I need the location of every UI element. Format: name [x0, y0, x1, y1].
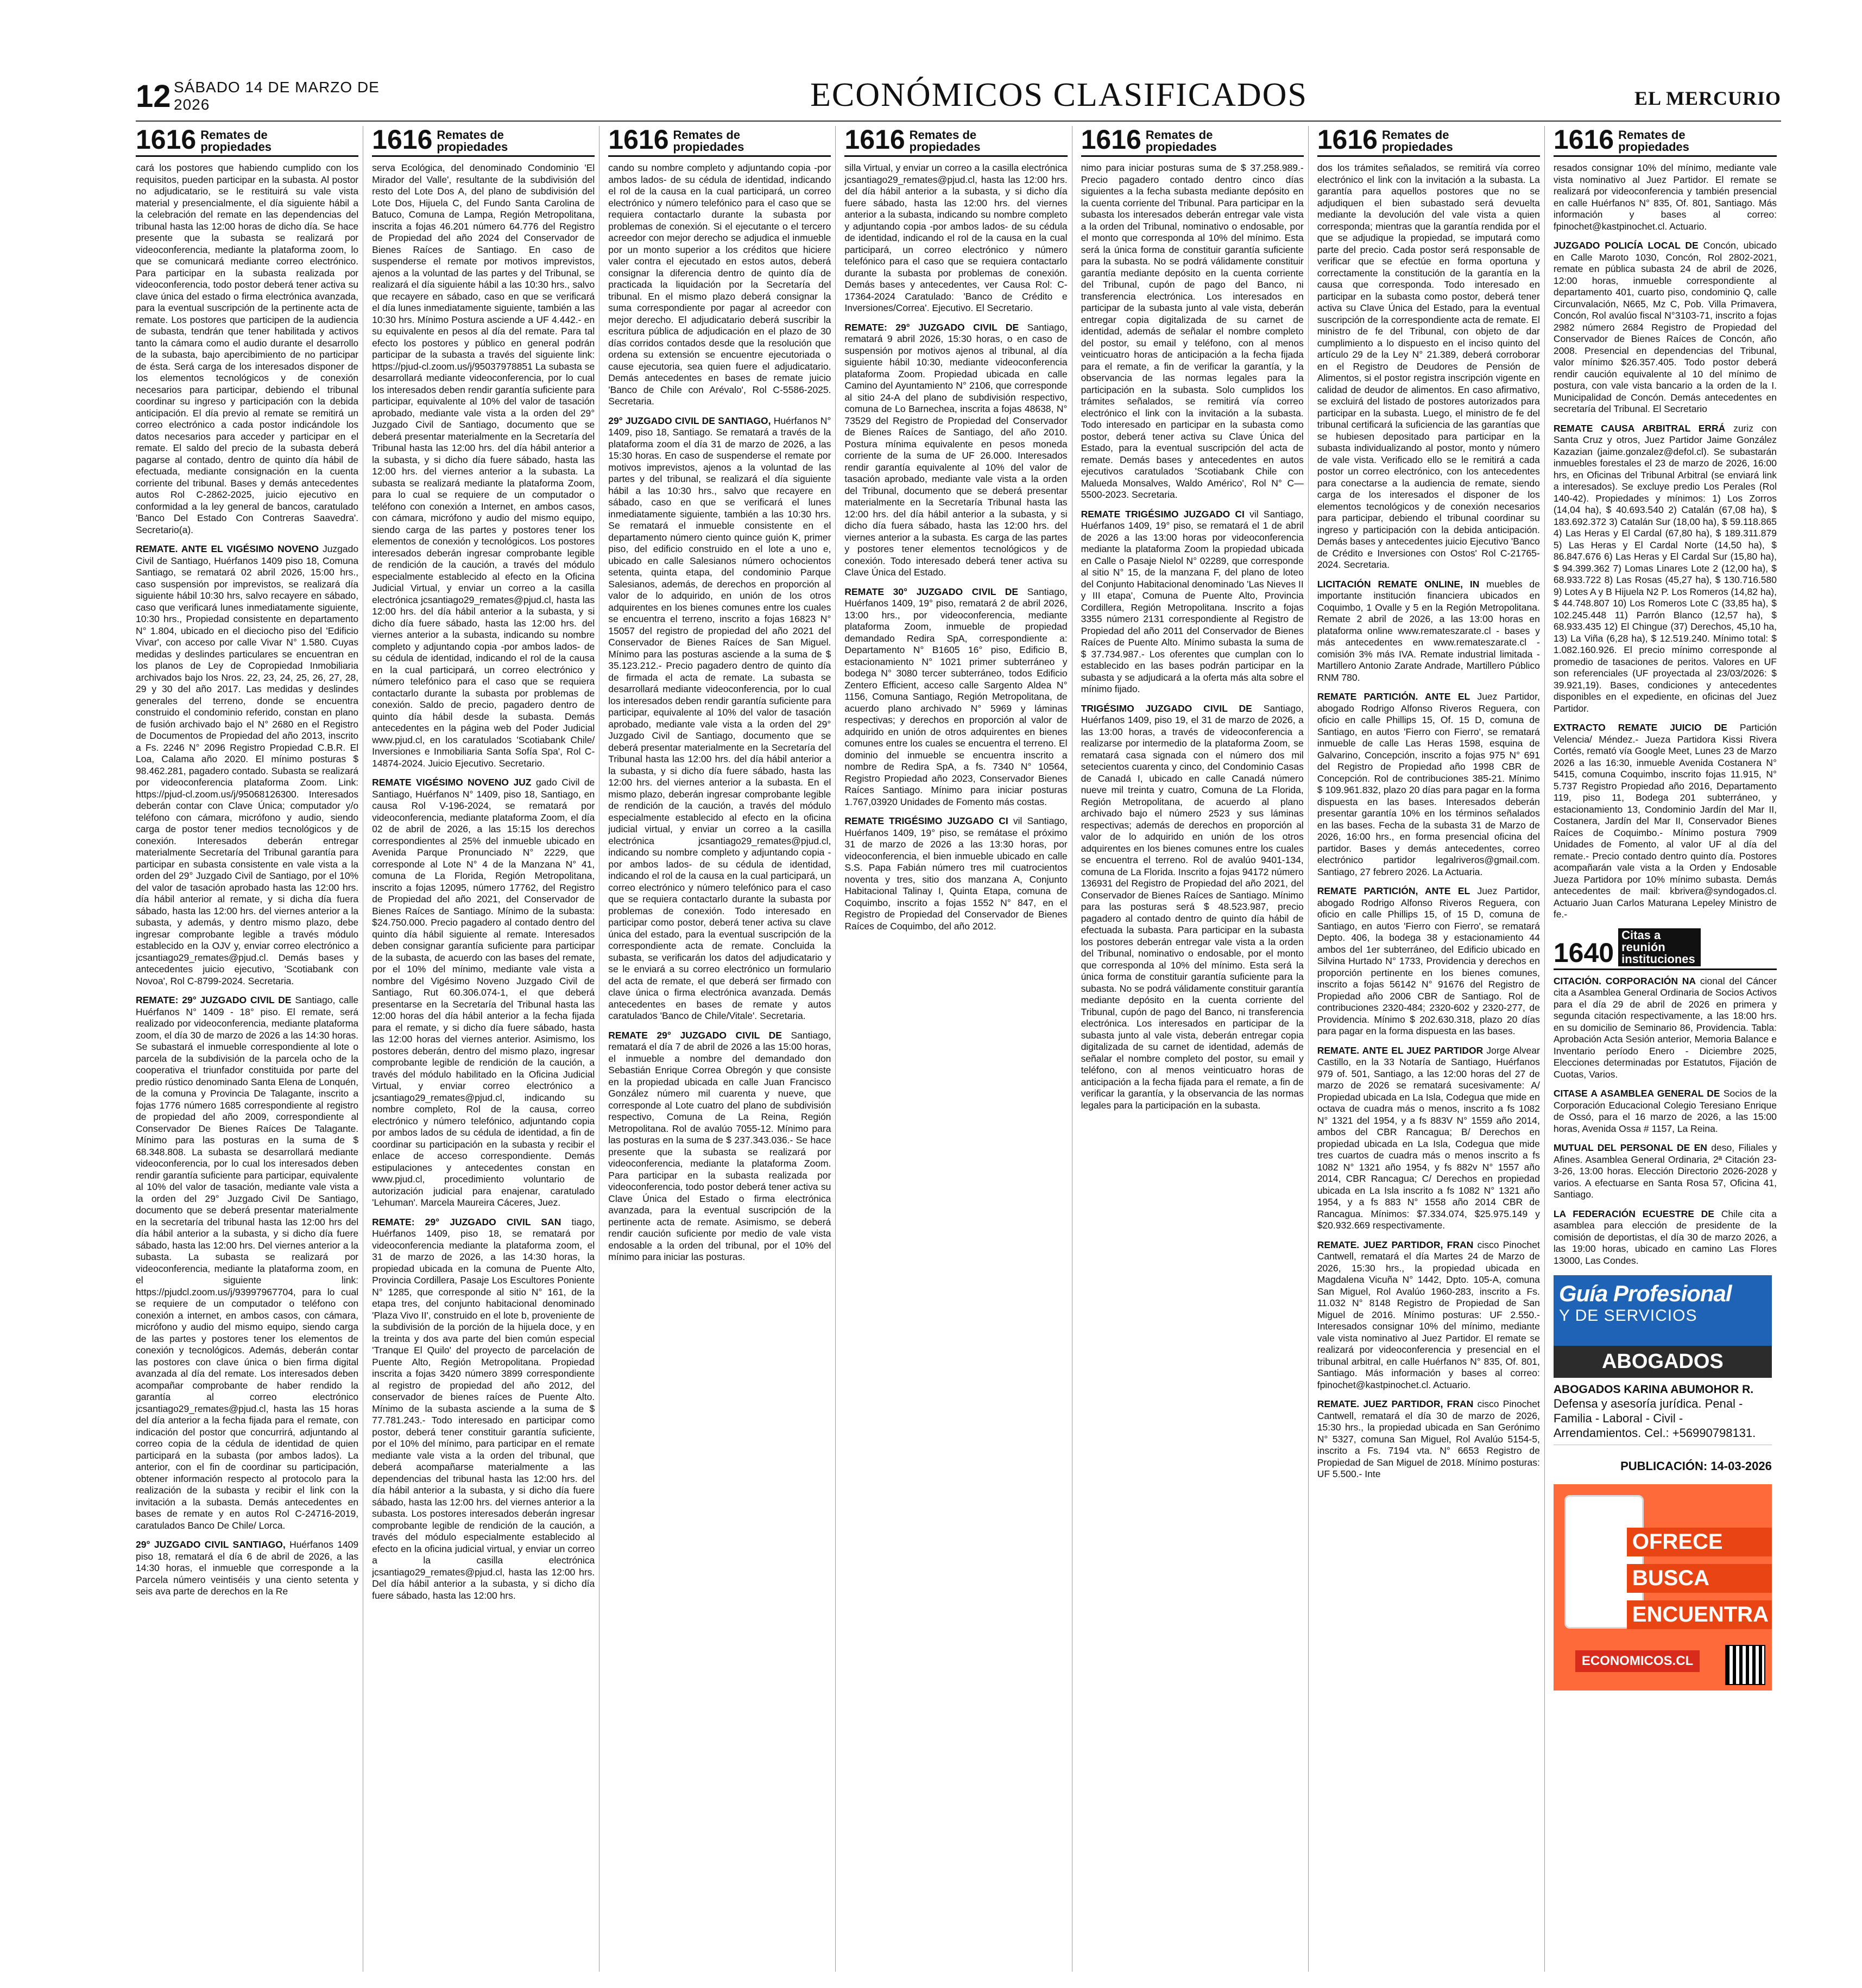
category-name: Remates de propiedades [1618, 128, 1689, 154]
notice-text: Huérfanos 1409 piso 18, rematará el día 6 de abril de 2026, a las 14:30 horas, el inmueble que corresponde a la Parcela número veintiséis y una ciento setenta y seis ava parte de derechos en la Re [136, 1539, 359, 1597]
publication-date: PUBLICACIÓN: 14-03-2026 [1620, 1459, 1772, 1473]
masthead: EL MERCURIO [1634, 87, 1781, 109]
ad-url[interactable]: ECONOMICOS.CL [1575, 1650, 1700, 1672]
notice-title: REMATE PARTICIÓN, ANTE EL [1317, 885, 1470, 896]
notice [372, 162, 595, 769]
notice-title: EXTRACTO REMATE JUICIO DE [1553, 722, 1727, 733]
page-date: SÁBADO 14 DE MARZO DE 2026 [174, 79, 380, 113]
notice [372, 1217, 595, 1602]
notice [136, 162, 358, 536]
notice [1317, 1045, 1540, 1232]
notice-title: JUZGADO POLICÍA LOCAL DE [1553, 240, 1699, 251]
guia-title: Guía Profesional [1558, 1281, 1732, 1306]
notice-text: Concón, ubicado en Calle Maroto 1030, Concón, Rol 2802-2021, remate en pública subasta 24 de abril de 2026, 12:00 horas, inmueble correspondiente al departamento 401, cuarto piso, condominio Q, calle Circunvalación, N665, Mz C, Pob. Villa Primavera, Concón, Rol avalúo fiscal N°3103-71, inscrito a fojas 2982 número 2684 Registro de Propiedad del Conservador de Bienes Raíces de Concón, año 2008. Presencial en dependencias del Tribunal, valor mínimo $26.357.405. Todo postor deberá rendir caución equivalente al 10 del mínimo de postura, con vale vista bancario a la orden de la I. Municipalidad de Concón. Demás antecedentes en secretaría del Tribunal. El Secretario [1553, 240, 1777, 414]
column-4 [844, 126, 1072, 1972]
notice-text: vil Santiago, Huérfanos 1409, 19° piso, se remátase el próximo 31 de marzo de 2026 a las 13:30 horas, por videoconferencia, el bien inmueble ubicado en calle S.S. Papa Fabián número tres mil cuatrocientos noventa y tres, sitio dos manzana A, Conjunto Habitacional Talinay I, Quinta Etapa, comuna de Coquimbo, inscrito a fojas 1552 N° 847, en el Registro de Propiedad del Conservador de Bienes Raíces de Coquimbo, del año 2012. [844, 815, 1068, 932]
column-7 [1554, 126, 1781, 1972]
notice [1554, 162, 1777, 232]
notice-text: cará los postores que habiendo cumplido con los requisitos, pueden participar en la subasta. Al postor no adjudicatario, se le restituirá su vale vista material y presencialmente, el día siguiente hábil a la celebración del remate en las dependencias del tribunal hasta las 12:00 horas de dicho día. Se hace presente que la subasta se realizará por videoconferencia, mediante la plataforma zoom, lo que se comunicará mediante correo electrónico. Para participar en la subasta realizada por videoconferencia, todo postor deberá tener activa su clave única del estado o firma electrónica avanzada, para la eventual suscripción de la pertinente acta de remate. Los postores que participen de la audiencia de subasta, tendrán que tener habilitada y activos tanto la cámara como el audio durante el desarrollo de la subasta, bajo apercibimiento de no participar de ésta. Será carga de los interesados disponer de los elementos tecnológicos y de conexión necesarios para participar, debiendo el tribunal coordinar su ingreso y participación con la debida anticipación. El día previo al remate se remitirá un correo electrónico a cada postor indicándole los datos necesarios para acceder y participar en el remate. El saldo del precio de la subasta deberá pagarse al contado, dentro de quinto día hábil de efectuada, mediante consignación en la cuenta corriente del tribunal. Bases y demás antecedentes autos Rol C-2862-2025, juicio ejecutivo en conformidad a la ley general de bancos, caratulado 'Banco Del Estado Con Contreras Saavedra'. Secretario(a). [136, 162, 359, 535]
notice [1317, 1398, 1540, 1480]
category-code: 1616 [608, 126, 669, 155]
notice-text: muebles de importante institución financiera ubicados en Coquimbo, 1 Ovalle y 5 en la Región Metropolitana. Remate 2 abril de 2026, a las 13:00 horas en plataforma online www.remateszarate.cl - bases y más antecedentes en www.remateszarate.cl - comisión 3% más IVA. Remate industrial limitada - Martillero Antonio Zarate Andrade, Martillero Público RNM 780. [1317, 578, 1540, 683]
notice [1554, 1088, 1777, 1135]
notice-text: Juez Partidor, abogado Rodrigo Alfonso Riveros Reguera, con oficio en calle Phillips 15, Of. 15 D, comuna de Santiago, en autos 'Fierro con Fierro', se rematará inmueble de calle Las Heras 1598, esquina de Galvarino, Concepción, inscrito a fojas 975 N° 691 del Registro de Propiedad año 1998 CBR de Concepción. Rol de contribuciones 385-21. Mínimo $ 109.961.832, plazo 20 días para pagar en la forma dispuesta en las bases. Interesados deberán presentar garantía 10% en los términos señalados en las bases. Fecha de la subasta 31 de Marzo de 2026, 16:00 hrs., en forma presencial oficina del partidor. Bases y demás antecedentes, correo electrónico partidor legalriveros@gmail.com. Santiago, 27 febrero 2026. La Actuaria. [1317, 691, 1540, 877]
notice-title: REMATE VIGÉSIMO NOVENO JUZ [372, 777, 532, 788]
category-code: 1616 [1317, 126, 1378, 155]
notice [1554, 240, 1777, 415]
notice-text: zuriz con Santa Cruz y otros, Juez Partidor Jaime González Kazazian (jaime.gonzalez@defol.cl). Se subastarán inmuebles forestales el 23 de marzo de 2026, 16:00 hrs, en Oficinas del Tribunal Arbitral (se enviará link a interesados). Se excluye predio Los Perales (Rol 140-42). Propiedades y mínimos: 1) Los Zorros (14,04 ha), $ 40.693.540 2) Catalán (67,08 ha), $ 183.692.372 3) Catalán Sur (18,00 ha), $ 59.118.865 4) Las Heras y El Cardal (67,80 ha), $ 189.311.879 5) Las Heras y El Cardal Norte (14,50 ha), $ 86.847.676 6) Las Heras y El Cardal Sur (15,80 ha), $ 94.399.362 7) Lomas Linares Lote 2 (12,00 ha), $ 68.933.722 8) Las Rosas (45,27 ha), $ 130.716.580 9) Lotes A y B Hijuela N2 P. Los Romeros (14,82 ha), $ 44.748.807 10) Los Romeros Lote C (33,85 ha), $ 102.245.448 11) Parrón Blanco (12,57 ha), $ 68.933.435 12) El Chingue (37) Derechos, 45,10 ha, 13) La Viña (6,28 ha), $ 12.519.240. Mínimo total: $ 1.082.160.926. El precio mínimo corresponde al promedio de tasaciones de peritos. Valores en UF son referenciales (UF proyectada al 23/03/2026: $ 39.921,19). Bases, condiciones y antecedentes disponibles en el expediente, en oficinas del Juez Partidor. [1553, 422, 1777, 714]
column-1 [136, 126, 363, 1972]
notice [1081, 162, 1304, 501]
header-rule [136, 121, 1781, 122]
notice-text: Socios de la Corporación Educacional Colegio Teresiano Enrique de Ossó, para el 16 marzo de 2026, a las 15:00 horas, Avenida Ossa # 1157, La Reina. [1553, 1088, 1777, 1134]
notice [844, 162, 1067, 314]
notice-title: REMATE CAUSA ARBITRAL ERRÁ [1553, 422, 1726, 434]
category-name: Citas a reunión instituciones [1618, 928, 1701, 966]
guia-profesional [1554, 1275, 1772, 1691]
notice-text: Partición Velencia/ Méndez.- Jueza Partidora Kissi Rivera Cortés, remató vía Google Meet, Lunes 23 de Marzo 2026 a las 16:30, inmueble Avenida Costanera N° 5415, comuna Coquimbo, inscrito fojas 11.915, N° 5.737 Registro Propiedad año 2016, Departamento 119, piso 11, Bodega 201 subterráneo, y estacionamiento 13, Condominio Jardín del Mar II, Costanera, Jardín del Mar II, Conservador Bienes Raíces de Coquimbo.- Mínimo postura 7909 Unidades de Fomento, al valor UF al día del remate.- Precio contado dentro quinto día. Postores acompañarán vale vista a la Orden y Endosable Jueza Partidora por 10% mínimo subasta. Demás antecedentes de mail: kbrivera@syndogados.cl. Actuario Juan Carlos Maturana Lepeley Ministro de fe.- [1553, 722, 1777, 920]
category-header [1317, 126, 1540, 157]
notice-title: REMATE. JUEZ PARTIDOR, FRAN [1317, 1398, 1474, 1409]
notice [136, 543, 358, 987]
category-name: Remates de propiedades [673, 128, 744, 154]
category-header-1640 [1554, 928, 1777, 970]
notice-text: deso, Filiales y Afines. Asamblea General Ordinaria, 2ª Citación 23-3-26, 13:00 horas. Elección Directorio 2026-2028 y varios. A efectuarse en Santa Rosa 57, Oficina 41, Santiago. [1553, 1142, 1777, 1200]
notice [1317, 162, 1540, 571]
category-code: 1640 [1553, 937, 1614, 968]
ad-word: OFRECE [1627, 1528, 1772, 1556]
notice-text: Santiago, Huérfanos 1409, 19° piso, rematará 2 de abril 2026, 13:00 hrs., por videoconferencia, mediante plataforma Zoom, inmueble de propiedad demandado Redira SpA, correspondiente a: Departamento N° B1605 16° piso, Edificio B, estacionamiento N° 1021 primer subterráneo y bodega N° 3080 tercer subterráneo, todos Edificio Zentero Efficient, acceso calle Sargento Aldea N° 1156, Comuna Santiago, Región Metropolitana, de acuerdo plano archivado N° 5969 y láminas respectivas; y derechos en proporción al valor de adquirido en unión de otros adquirentes en bienes comunes entre los cuales se encuentra el terreno. El dominio del inmueble se encuentra inscrito a nombre de Redira SpA, a fs. 7340 N° 10564, Registro Propiedad año 2023, Conservador Bienes Raíces Santiago. Mínimo para iniciar posturas 1.767,03920 Unidades de Fomento más costas. [844, 586, 1068, 807]
page-header [136, 76, 1781, 116]
notice [1081, 703, 1304, 1112]
notice [608, 1030, 831, 1263]
notice [1081, 509, 1304, 695]
notice-title: 29° JUZGADO CIVIL SANTIAGO, [136, 1539, 286, 1550]
notice [1554, 1142, 1777, 1201]
notice-title: LICITACIÓN REMATE ONLINE, IN [1317, 578, 1480, 590]
category-name: Remates de propiedades [909, 128, 981, 154]
page-margin [0, 0, 106, 1988]
notice [1554, 423, 1777, 715]
notice-text: Juzgado Civil de Santiago, Huérfanos 1409 piso 18, Comuna Santiago, se rematará 02 abril 2026, 15:00 hrs., caso suspensión por imprevistos, se realizará día siguiente hábil 10:30 hrs, salvo recayere en sábado, caso que verificará lunes inmediatamente siguiente, 10:30 hrs., Propiedad consistente en departamento N° 1.804, ubicado en el dieciocho piso del 'Edificio Vivar', con acceso por calle Vivar N° 1.580. Cuyas medidas y deslindes particulares se encuentran en los planos de Ley de Copropiedad Inmobiliaria archivados bajo los Nros. 22, 23, 24, 25, 26, 27, 28, 29 y 30 del año 2017. Las medidas y deslindes generales del terreno, donde se encuentra construido el condominio referido, constan en plano de fusión archivado bajo el N° 2680 en el Registro de Documentos de Propiedad del año 2013, inscrito a Fs. 2246 N° 2096 Registro Propiedad C.B.R. El Loa, Calama año 2020. El mínimo posturas $ 98.462.281, pagadero contado. Subasta se realizará por videoconferencia plataforma Zoom. Link: https://pjud-cl.zoom.us/j/95068126300. Interesados deberán contar con Clave Única; computador y/o teléfono con cámara, micrófono y audio, siendo carga de postor tener medios tecnológicos y de conexión. Interesados deberán entregar materialmente Secretaría del Tribunal garantía para participar en subasta consistente en vale vista a la orden del 29° Juzgado Civil de Santiago, por el 10% del valor de tasación aprobado hasta las 12:00 hrs. día hábil anterior al remate, y si dicha día fuera sábado, hasta las 12:00 hrs. del viernes anterior a la subasta, y además, y dentro mismo plazo, debe ingresar comprobante legible a través módulo establecido en la OJV y, enviar correo electrónico a jcsantiago29_remates@pjud.cl. Demás bases y antecedentes juicio ejecutivo, 'Scotiabank con Novoa', Rol C-8799-2024. Secretaria. [136, 543, 359, 986]
category-name: Remates de propiedades [1145, 128, 1217, 154]
notice-text: Juez Partidor, abogado Rodrigo Alfonso Riveros Reguera, con oficio en calle Phillips 15, of 15 D, comuna de Santiago, en autos 'Fierro con Fierro', se rematará Depto. 406, la bodega 38 y estacionamiento 44 ambos del 1er subterráneo, del Edificio ubicado en Silvina Hurtado N° 1733, Providencia y derechos en proporción pertinente en los bienes comunes, inscrito a fojas 56142 N° 91676 del Registro de Propiedad año 2006 CBR de Santiago. Rol de contribuciones 2320-484; 2320-602 y 2320-277, de Providencia. Mínimo $ 202.630.318, plazo 20 días para pagar en la forma dispuesta en las bases. [1317, 885, 1540, 1036]
notice-text: tiago, Huérfanos 1409, piso 18, se rematará por videoconferencia mediante la plataforma zoom, el 31 de marzo de 2026, a las 14:30 horas, la propiedad ubicada en la comuna de Puente Alto, Provincia Cordillera, Pasaje Los Escultores Poniente N° 1285, que corresponde al sitio N° 161, de la etapa tres, del conjunto habitacional denominado 'Plaza Vivo II', construido en el lote b, proveniente de la subdivisión de la porción de la hijuela doce, y en la treinta y dos ava parte del bien común especial 'Tranque El Quilo' del proyecto de parcelación de Puente Alto, Región Metropolitana. Propiedad inscrita a fojas 3420 número 3899 correspondiente al registro de propiedad del año 2012, del conservador de bienes raíces de Puente Alto. Mínimo de la subasta asciende a la suma de $ 77.781.243.- Todo interesado en participar como postor, deberá tener constituir garantía suficiente, por el 10% del mínimo, para participar en el remate mediante vale vista a la orden del tribunal, que deberá acompañarse materialmente a las dependencias del tribunal hasta las 12:00 hrs. del día hábil anterior a la subasta, y si dicho día fuere sábado, hasta las 12:00 hrs. del viernes anterior a la subasta. Los postores interesados deberán ingresar comprobante legible de rendición de la caución, a través del módulo especialmente establecido al efecto en la oficina judicial virtual, y enviar un correo a la casilla electrónica jcsantiago29_remates@pjud.cl, hasta las 12:00 hrs. Del día hábil anterior a la subasta, y si dicho día fuere sábado, hasta las 12:00 hrs. [372, 1216, 595, 1601]
notice-title: MUTUAL DEL PERSONAL DE EN [1553, 1142, 1707, 1153]
category-header [608, 126, 831, 157]
notice [844, 586, 1067, 808]
notice [844, 322, 1067, 579]
notice [136, 1539, 358, 1598]
page-number: 12 [136, 78, 171, 114]
notice-title: REMATE 29° JUZGADO CIVIL DE [608, 1029, 782, 1041]
ad-word: ENCUENTRA [1627, 1600, 1772, 1629]
notice-title: REMATE TRIGÉSIMO JUZGADO CI [1081, 508, 1245, 520]
guia-subtitle: Y DE SERVICIOS [1558, 1307, 1697, 1325]
notice-text: Santiago, rematará el día 7 de abril de 2026 a las 15:00 horas, el inmueble a nombre del demandado don Sebastián Enrique Correa Obregón y que consiste en la propiedad ubicada en calle Juan Francisco González número mil cuarenta y nueve, que corresponde al Lote cuatro del plano de subdivisión respectivo, Comuna de La Reina, Región Metropolitana. Rol de avalúo 7055-12. Mínimo para las posturas en la suma de $ 237.343.036.- Se hace presente que la subasta se realizará por videoconferencia, mediante la plataforma Zoom. Para participar en la subasta realizada por videoconferencia, todo postor deberá tener activa su Clave Única del Estado o firma electrónica avanzada, para la eventual suscripción de la pertinente acta de remate. Asimismo, se deberá rendir caución suficiente por medio de vale vista endosable a la orden del tribunal, por el 10% del mínimo para iniciar las posturas. [608, 1029, 831, 1262]
notice-text: resados consignar 10% del mínimo, mediante vale vista nominativo al Juez Partidor. El remate se realizará por videoconferencia y también presencial en calle Huérfanos N° 835, Of. 801, Santiago. Más información y bases al correo: fpinochet@kastpinochet.cl. Actuario. [1553, 162, 1777, 232]
category-code: 1616 [1553, 126, 1614, 155]
notice-title: REMATE. ANTE EL VIGÉSIMO NOVENO [136, 543, 319, 554]
notice-title: REMATE: 29° JUZGADO CIVIL DE [844, 321, 1019, 333]
notice [1317, 691, 1540, 878]
ad-words [1627, 1528, 1772, 1637]
category-code: 1616 [136, 126, 197, 155]
guia-header [1554, 1275, 1772, 1346]
notice [1554, 722, 1777, 921]
notice-title: CITACIÓN. CORPORACIÓN NA [1553, 975, 1696, 986]
notice [1554, 1208, 1777, 1267]
notice-text: dos los trámites señalados, se remitirá vía correo electrónico el link con la invitación a la subasta. La garantía para aquellos postores que no se adjudiquen el bien subastado será devuelta mediante la devolución del vale vista a quien corresponda; mientras que la garantía rendida por el que se adjudique la propiedad, se imputará como parte del precio. Cada postor será responsable de verificar que se efectúe en forma oportuna y correctamente la constitución de la garantía en la causa que corresponda. Todo interesado en participar en la subasta como postor, deberá tener activa su Clave Única del Estado, para la eventual suscripción de la correspondiente acta de remate. El ministro de fe del Tribunal, con objeto de dar cumplimiento a lo dispuesto en el inciso quinto del artículo 29 de la Ley N° 21.389, deberá corroborar en el Registro de Deudores de Pensión de Alimentos, si el postor registra inscripción vigente en calidad de deudor de alimentos. En caso afirmativo, se excluirá del listado de postores autorizados para participar en la subasta. Luego, el ministro de fe del tribunal certificará la suficiencia de las garantías que se hubiesen depositado para participar en la subasta individualizando al postor, monto y número de vale vista. Verificado ello se le remitirá a cada postor un correo electrónico, con los antecedentes para conectarse a la audiencia de remate, siendo carga de los interesados el disponer de los elementos tecnológicos y de conexión necesarios para participar, debiendo el tribunal coordinar su ingreso y participación con la debida anticipación. Demás bases y antecedentes juicio Ejecutivo 'Banco de Crédito e Inversiones con Ostos' Rol C-21765-2024. Secretaria. [1317, 162, 1540, 570]
notice [1317, 579, 1540, 684]
column-5 [1081, 126, 1309, 1972]
notice [1317, 885, 1540, 1037]
guia-category: ABOGADOS [1554, 1346, 1772, 1378]
economicos-ad[interactable] [1554, 1484, 1772, 1691]
notice-text: Santiago, rematará 9 abril 2026, 15:30 horas, o en caso de suspensión por motivos ajenos al tribunal, al día siguiente hábil 10:30, mediante videoconferencia plataforma Zoom. Propiedad ubicada en calle Camino del Ayuntamiento N° 2106, que corresponde al sitio 24-A del plano de subdivisión respectivo, comuna de Lo Barnechea, inscrita a fojas 48638, N° 73529 del Registro de Propiedad del Conservador de Bienes Raíces de Santiago, del año 2010. Postura mínima equivalente en pesos moneda corriente de la suma de UF 26.000. Interesados rendir garantía equivalente al 10% del valor de tasación aprobado, mediante vale vista a la orden del Tribunal, documento que se deberá presentar materialmente en la Secretaría Tribunal hasta las 12:00 hrs. del día hábil anterior a la subasta, y si dicho día fuera sábado, hasta las 12:00 hrs. del viernes anterior a la subasta. Es carga de las partes y postores tener elementos tecnológicos y de conexión. Todo interesado deberá tener activa su Clave Única del Estado. [844, 321, 1068, 578]
category-name: Remates de propiedades [1381, 128, 1453, 154]
notice-text: Chile cita a asamblea para elección de presidente de la comisión de deportistas, el día 30 de marzo 2026, a las 19:00 horas, ubicado en camino Las Flores 13000, Las Condes. [1553, 1208, 1777, 1266]
notice [844, 815, 1067, 932]
notice [608, 162, 831, 408]
notice-title: LA FEDERACIÓN ECUESTRE DE [1553, 1208, 1714, 1219]
notice-text: Santiago, calle Huérfanos N° 1409 - 18° piso. El remate, será realizado por videoconferencia, mediante plataforma zoom, el día 30 de marzo de 2026 a las 14:30 horas. Se subastará el inmueble correspondiente al lote o parcela de la subdivisión de la parcela ocho de la cooperativa el triunfador constituida por parte del predio rústico denominado Santa Elena de Lonquén, de la comuna y Provincia De Talagante, inscrito a fojas 1776 número 1685 correspondiente al registro de propiedad del año 2009, correspondiente al Conservador De Bienes Raíces De Talagante. Mínimo para las posturas en la suma de $ 68.348.808. La subasta se desarrollará mediante videoconferencia, por lo cual los interesados deben rendir garantía suficiente para participar, equivalente al 10% del valor de tasación, mediante vale vista a la orden del 29° Juzgado Civil De Santiago, documento que se deberá presentar materialmente en la secretaría del tribunal hasta las 12:00 hrs del día hábil anterior a la subasta, y si dicho día fuere sábado, hasta las 12:00 hrs. Del viernes anterior a la subasta. La subasta se realizará por videoconferencia, mediante la plataforma zoom, en el siguiente link: https://pjudcl.zoom.us/j/93997967704, para lo cual se requiere de un computador o teléfono con conexión a internet, en ambos casos, con cámara, micrófono y audio del mismo equipo, siendo carga de las partes y postores tener los elementos de conexión y tecnológicos. Además, deberán contar las postores con clave única o bien firma digital avanzada al día del remate. Los interesados deben acompañar comprobante de haber rendido la garantía al correo electrónico jcsantiago29_remates@pjud.cl, hasta las 15 horas del día anterior a la fecha fijada para el remate, con indicación del postor que concurrirá, adjuntando al correo copia de la cédula de identidad de quien participará en la subasta (por ambos lados). La anterior, con el fin de coordinar su participación, obtener información respecto al protocolo para la realización de la subasta y recibir el link con la invitación a la subasta. Demás antecedentes en bases de remate y en autos Rol C-24716-2019, caratulados Banco De Chile/ Lorca. [136, 995, 359, 1531]
ad-word: BUSCA [1627, 1564, 1772, 1593]
notice-title: REMATE 30° JUZGADO CIVIL DE [844, 586, 1019, 597]
guia-firm: ABOGADOS KARINA ABUMOHOR R. [1553, 1383, 1754, 1396]
column-6 [1317, 126, 1545, 1972]
notice [1317, 1239, 1540, 1391]
notice-text: gado Civil de Santiago, Huérfanos N° 1409, piso 18, Santiago, en causa Rol V-196-2024, se rematará por videoconferencia, mediante plataforma Zoom, el día 02 de abril de 2026, a las 15:15 los derechos correspondientes al 25% del inmueble ubicado en Avenida Parque Pronunciado N° 2229, que corresponde al Lote N° 4 de la Manzana N° 41, comuna de La Florida, Región Metropolitana, inscrito a fojas 12095, número 17762, del Registro de Propiedad del año 2021, del Conservador de Bienes Raíces de Santiago. Mínimo de la subasta: $24.750.000. Precio pagadero al contado dentro del quinto día hábil siguiente al remate. Interesados deben consignar garantía suficiente para participar de la subasta, de acuerdo con las bases del remate, por el 10% del mínimo, mediante vale vista a nombre del Vigésimo Noveno Juzgado Civil de Santiago, Rut 60.306.074-1, el que deberá presentarse en la Secretaría del Tribunal hasta las 12:00 horas del día hábil anterior a la fecha fijada para el remate, y si dicho día fuere sábado, hasta las 12:00 horas del viernes anterior. Asimismo, los postores deberán, dentro del mismo plazo, ingresar comprobante legible de rendición de la caución, a través del módulo habilitado en la Oficina Judicial Virtual, y enviar correo electrónico a jcsantiago29_remates@pjud.cl, indicando su nombre completo, Rol de la causa, correo electrónico y número telefónico, adjuntando copia por ambos lados de su cédula de identidad, a fin de coordinar su participación en la subasta y recibir el enlace de acceso correspondiente. Demás estipulaciones y antecedentes constan en www.pjud.cl, procedimiento voluntario de autorización judicial para enajenar, caratulado 'Lehuman'. Marcela Maureira Cáceres, Juez. [372, 777, 595, 1208]
notice-text: vil Santiago, Huérfanos 1409, 19° piso, se rematará el 1 de abril de 2026 a las 13:00 horas por videoconferencia mediante la plataforma Zoom la propiedad ubicada en Calle o Pasaje Nielol N° 02289, que corresponde al sitio N° 15, de la manzana F, del plano de loteo del Conjunto Habitacional denominado 'Las Nieves II y III etapa', Comuna de Puente Alto, Provincia Cordillera, Región Metropolitana. Inscrito a fojas 3355 número 2131 correspondiente al Registro de Propiedad del año 2011 del Conservador de Bienes Raíces de Puente Alto. Mínimo subasta la suma de $ 37.734.987.- Los oferentes que cumplan con lo establecido en las bases podrán participar en la subasta y se adjudicará a la oferta más alta sobre el mínimo fijado. [1081, 508, 1304, 694]
category-header [372, 126, 595, 157]
notice-title: 29° JUZGADO CIVIL DE SANTIAGO, [608, 415, 771, 426]
notice-text: serva Ecológica, del denominado Condominio 'El Mirador del Valle', resultante de la subdivisión del resto del Lote Dos A, del plano de subdivisión del Lote Dos, Hijuela C, del Fundo Santa Carolina de Batuco, Comuna de Lampa, Región Metropolitana, inscrita a fojas 46.201 número 64.776 del Registro de Propiedad del año 2024 del Conservador de Bienes Raíces de Santiago. En caso de suspenderse el remate por motivos imprevistos, ajenos a la voluntad de las partes y del Tribunal, se realizará el día siguiente hábil a las 10:30 hrs., salvo que recayere en sábado, caso en que se verificará el día lunes inmediatamente siguiente, también a las 10:30 hrs. Mínimo Postura asciende a UF 4.442.- en su equivalente en pesos al día del remate. Para tal efecto los postores y público en general podrán participar de la subasta a través del siguiente link: https://pjud-cl.zoom.us/j/95037978851 La subasta se desarrollará mediante videoconferencia, por lo cual los interesados deben rendir garantía suficiente para participar, equivalente al 10% del valor de tasación aprobado, mediante vale vista a la orden del 29° Juzgado Civil de Santiago, documento que se deberá presentar materialmente en la Secretaría del Tribunal hasta las 12:00 hrs. del día hábil anterior a la subasta, y si dicho día fuere sábado, hasta las 12:00 hrs. del viernes anterior a la subasta. La subasta se realizará mediante la plataforma Zoom, para lo cual se requiere de un computador o teléfono con conexión a Internet, en ambos casos, con cámara, micrófono y audio del mismo equipo, siendo carga de las partes y postores tener los elementos de conexión y tecnológicos. Los postores interesados deberán ingresar comprobante legible de rendición de la caución, a través del módulo especialmente establecido al efecto en la Oficina Judicial Virtual, y enviar un correo a la casilla electrónica jcsantiago29_remates@pjud.cl, hasta las 12:00 hrs. del día hábil anterior a la subasta, y si dicho día fuere sábado, hasta las 12:00 hrs. del viernes anterior a la subasta, indicando su nombre completo y adjuntando copia -por ambos lados- de su cédula de identidad, indicando el rol de la causa en la cual participará, un correo electrónico y número telefónico para el caso que se requiera contactarlo durante la subasta por problemas de conexión. Saldo de precio, pagadero dentro de quinto día hábil desde la subasta. Demás antecedentes en la página web del Poder Judicial www.pjud.cl, en los caratulados 'Scotiabank Chile/ Inversiones e Inmobiliaria Santa Sofía Spa', Rol C-14874-2024. Juicio Ejecutivo. Secretario. [372, 162, 595, 769]
qr-code-icon [1725, 1645, 1765, 1685]
category-header [1081, 126, 1304, 157]
section-title: ECONÓMICOS CLASIFICADOS [810, 77, 1308, 113]
notice-text: nimo para iniciar posturas suma de $ 37.258.989.- Precio pagadero contado dentro cinco días siguientes a la fecha subasta mediante depósito en la cuenta corriente del Tribunal. Para participar en la subasta los interesados deberán entregar vale vista a la orden del Tribunal, nominativo o endosable, por el monto que corresponda al 10% del mínimo. Esta será la única forma de constituir garantía suficiente para la subasta. No se podrá válidamente constituir garantía mediante depósito en la cuenta corriente del Tribunal, cupón de pago del Banco, ni transferencia electrónica. Los interesados en participar de la subasta junto al vale vista, deberán entregar copia digitalizada de su carnet de identidad, además de señalar el nombre completo del postor, su email y teléfono, con al menos veinticuatro horas de anticipación a la fecha fijada para el remate, a fin de verificar la garantía, y la observancia de las normas legales para la participación en la subasta. Solo cumplidos los trámites señalados, se remitirá vía correo electrónico el link con la invitación a la subasta. Todo interesado en participar en la subasta como postor, deberá tener activa su Clave Única del Estado, para la eventual suscripción del acta de remate. Demás bases y antecedentes en autos ejecutivos caratulados 'Scotiabank Chile con Malueda Monsalves, Waldo Américo', Rol N° C—5500-2023. Secretaria. [1081, 162, 1304, 500]
category-name: Remates de propiedades [437, 128, 508, 154]
notice-text: cisco Pinochet Cantwell, rematará el día Martes 24 de Marzo de 2026, 15:30 hrs., la propiedad ubicada en Magdalena Vicuña N° 1442, Dpto. 105-A, comuna San Miguel, Rol Avalúo 1960-283, inscrito a Fs. 11.032 N° 8148 Registro de Propiedad de San Miguel de 2016. Mínimo posturas: UF 2.550.- Interesados consignar 10% del mínimo, mediante vale vista nominativo al Juez Partidor. El remate se realizará por videoconferencia y presencial en el tribunal arbitral, en calle Huérfanos N° 835, Of. 801, Santiago. Más información y bases al correo: fpinochet@kastpinochet.cl. Actuario. [1317, 1239, 1540, 1390]
notice-text: cando su nombre completo y adjuntando copia -por ambos lados- de su cédula de identidad, indicando el rol de la causa en la cual participará, un correo electrónico y número telefónico para el caso que se requiera contactarlo durante la subasta por problemas de conexión. Si el ejecutante o el tercero acreedor con mejor derecho se adjudica el inmueble por un monto superior a los créditos que hiciere valer contra el ejecutado en estos autos, deberá consignar la diferencia dentro de quinto día de practicada la liquidación por la Secretaría del tribunal. En el mismo plazo deberá consignar la suma correspondiente por pagar al acreedor con mejor derecho. El adjudicatario deberá suscribir la escritura pública de adjudicación en el plazo de 30 días corridos contados desde que la resolución que ordena su extensión se encuentre ejecutoriada o cause ejecutoria, sea quien fuere el adjudicatario. Demás antecedentes en bases de remate juicio 'Banco de Chile con Arévalo', Rol C-5586-2025. Secretaria. [608, 162, 831, 407]
column-3 [608, 126, 836, 1972]
notice-text: Jorge Alvear Castillo, en la 33 Notaría de Santiago, Huérfanos 979 of. 501, Santiago, a las 12:00 horas del 27 de marzo de 2026 se rematará sucesivamente: A/ Propiedad ubicada en La Isla, Codegua que mide en octava de cuadra más o menos, inscrito a fs 1082 N° 1321 del 1954, y a fs 883V N° 1559 año 2014, ambos del CBR Rancagua; B/ Derechos en propiedad ubicada en La Isla, Codegua que mide tres cuartos de cuadra más o menos inscrito a fs 1082 N° 1321 año 1954, y fs 882v N° 1557 año 2014, CBR Rancagua; C/ Derechos en propiedad ubicada en La Isla inscrito a fs 1082 N° 1321 año 1954, y a fs 883 N° 1558 año 2014 CBR de Rancagua. Mínimos: $7.334.074, $25.975.149 y $20.932.669 respectivamente. [1317, 1044, 1540, 1231]
notice-title: REMATE TRIGÉSIMO JUZGADO CI [844, 815, 1008, 826]
category-header [136, 126, 358, 157]
notice-title: REMATE. JUEZ PARTIDOR, FRAN [1317, 1239, 1474, 1250]
notice-title: REMATE. ANTE EL JUEZ PARTIDOR [1317, 1044, 1484, 1056]
notice-title: REMATE: 29° JUZGADO CIVIL DE [136, 995, 292, 1005]
notice [608, 415, 831, 1022]
notice-text: cional del Cáncer cita a Asamblea General Ordinaria de Socios Activos para el día 29 de abril de 2026 en primera y segunda citación respectivamente, a las 18:00 hrs. en su domicilio de Seminario 86, Providencia. Tabla: Aprobación Acta Sesión anterior, Memoria Balance e Inventario período Enero - Diciembre 2025, Elecciones determinadas por Estatutos, Fijación de Cuotas, Varios. [1553, 975, 1777, 1080]
notice-title: TRIGÉSIMO JUZGADO CIVIL DE [1081, 702, 1252, 714]
notice-text: cisco Pinochet Cantwell, rematará el día 30 de marzo de 2026, 15:30 hrs., la propiedad ubicada en San Gerónimo N° 5327, comuna San Miguel, Rol Avalúo 5154-5, inscrito a Fs. 7194 vta. N° 6653 Registro de Propiedad de San Miguel de 2018. Mínimo posturas: UF 5.500.- Inte [1317, 1398, 1540, 1479]
notice-title: REMATE: 29° JUZGADO CIVIL SAN [372, 1216, 561, 1227]
notice-text: Santiago, Huérfanos 1409, piso 19, el 31 de marzo de 2026, a las 13:00 horas, a través de videoconferencia a realizarse por intermedio de la plataforma Zoom, se rematará casa signada con el número dos mil setecientos cuarenta y cinco, del Condominio Casas de Canadá I, ubicado en calle Canadá número nueve mil treinta y cuatro, Comuna de La Florida, Región Metropolitana, de acuerdo al plano archivado bajo el número 2523 y sus láminas respectivas; además de derechos en proporción al valor de lo adquirido en unión de los otros adquirentes en los bienes comunes entre los cuales se encuentra el terreno. Rol de avalúo 9401-134, comuna de La Florida. Inscrito a fojas 94172 número 136931 del Registro de Propiedad del año 2021, del Conservador de Bienes Raíces de Santiago. Mínimo para las posturas será $ 48.523.987, precio pagadero al contado dentro de quinto día hábil de efectuada la subasta. Para participar en la subasta los postores deberán entregar vale vista a la orden del Tribunal, nominativo o endosable, por el monto que corresponda al 10% del mínimo. Esta será la única forma de constituir garantía suficiente para la subasta. No se podrá válidamente constituir garantía mediante depósito en la cuenta corriente del Tribunal, cupón de pago del Banco, ni transferencia electrónica. Los interesados en participar de la subasta junto al vale vista, deberán entregar copia digitalizada de su carnet de identidad, además de señalar el nombre completo del postor, su email y teléfono, con al menos veinticuatro horas de anticipación a la fecha fijada para el remate, a fin de verificar la garantía, y la observancia de las normas legales para la participación en la subasta. [1081, 702, 1304, 1111]
category-code: 1616 [1081, 126, 1141, 155]
category-name: Remates de propiedades [200, 128, 272, 154]
columns [136, 126, 1781, 1972]
notice [1554, 976, 1777, 1081]
notice-text: silla Virtual, y enviar un correo a la casilla electrónica jcsantiago29_remates@pjud.cl, hasta las 12:00 hrs. del día hábil anterior a la subasta, y si dicho día fuere sábado, hasta las 12:00 hrs. del viernes anterior a la subasta, indicando su nombre completo y adjuntando copia -por ambos lados- de su cédula de identidad, indicando el rol de la causa en la cual participará, un correo electrónico y número telefónico para el caso que se requiera contactarlo durante la subasta por problemas de conexión. Demás bases y antecedentes, ver Causa Rol: C-17364-2024 Caratulado: 'Banco de Crédito e Inversiones/Correa'. Ejecutivo. El Secretario. [844, 162, 1068, 313]
notice-title: REMATE PARTICIÓN. ANTE EL [1317, 691, 1470, 702]
notice-title: CITASE A ASAMBLEA GENERAL DE [1553, 1088, 1720, 1099]
category-header [844, 126, 1067, 157]
notice [372, 777, 595, 1209]
notice [136, 995, 358, 1531]
guia-description: Defensa y asesoría jurídica. Penal - Familia - Laboral - Civil - Arrendamientos. Cel.: +56990798131. [1554, 1396, 1772, 1445]
category-code: 1616 [372, 126, 433, 155]
category-header [1554, 126, 1777, 157]
notice-text: Huérfanos N° 1409, piso 18, Santiago. Se rematará a través de la plataforma zoom el día 31 de marzo de 2026, a las 15:30 horas. En caso de suspenderse el remate por motivos imprevistos, ajenos a la voluntad de las partes y del tribunal, se realizará el día siguiente hábil a las 10:30 hrs., salvo que recayere en sábado, caso en que se verificará el lunes inmediatamente siguiente, también a las 10:30 hrs. Se rematará el inmueble consistente en el departamento número ciento quince guión K, primer piso, del edificio construido en el lote a uno e, ubicado en calle Salesianos número ochocientos setenta, quinta etapa, del condominio Parque Salesianos, además, de derechos en proporción al valor de lo adquirido, en unión de los otros adquirentes en los bienes comunes entre los cuales se encuentra el terreno, inscrito a fojas 16823 N° 15057 del registro de propiedad del año 2021 del Conservador de Bienes Raíces de San Miguel. Mínimo para las posturas asciende a la suma de $ 35.123.212.- Precio pagadero dentro de quinto día de firmada el acta de remate. La subasta se desarrollará mediante videoconferencia, por lo cual los interesados deben rendir garantía suficiente para participar, equivalente al 10% del valor de tasación aprobado, mediante vale vista a la orden del 29° Juzgado Civil de Santiago, documento que se deberá presentar materialmente en la Secretaría del Tribunal hasta las 12:00 hrs. del día hábil anterior a la subasta, y si dicho día fuere sábado, hasta las 12:00 hrs. del viernes anterior a la subasta. En el mismo plazo, deberán ingresar comprobante legible de rendición de la caución, a través del módulo especialmente establecido al efecto en la oficina judicial virtual, y enviar un correo a la casilla electrónica jcsantiago29_remates@pjud.cl, indicando su nombre completo y adjuntando copia -por ambos lados- de su cédula de identidad, indicando el rol de la causa en la cual participará, un correo electrónico y número telefónico para el caso que se requiera contactarlo durante la subasta por problemas de conexión. Todo interesado en participar como postor, deberá tener activa su clave única del estado, para la eventual suscripción de la correspondiente acta de remate. Concluida la subasta, se verificarán los datos del adjudicatario y se le enviará a su correo electrónico un formulario del acta de remate, el que deberá ser firmado con clave única o firma electrónica avanzada. Demás antecedentes en bases de remate y autos caratulados 'Banco de Chile/Vitale'. Secretaria. [608, 415, 831, 1021]
category-code: 1616 [844, 126, 905, 155]
column-2 [372, 126, 599, 1972]
